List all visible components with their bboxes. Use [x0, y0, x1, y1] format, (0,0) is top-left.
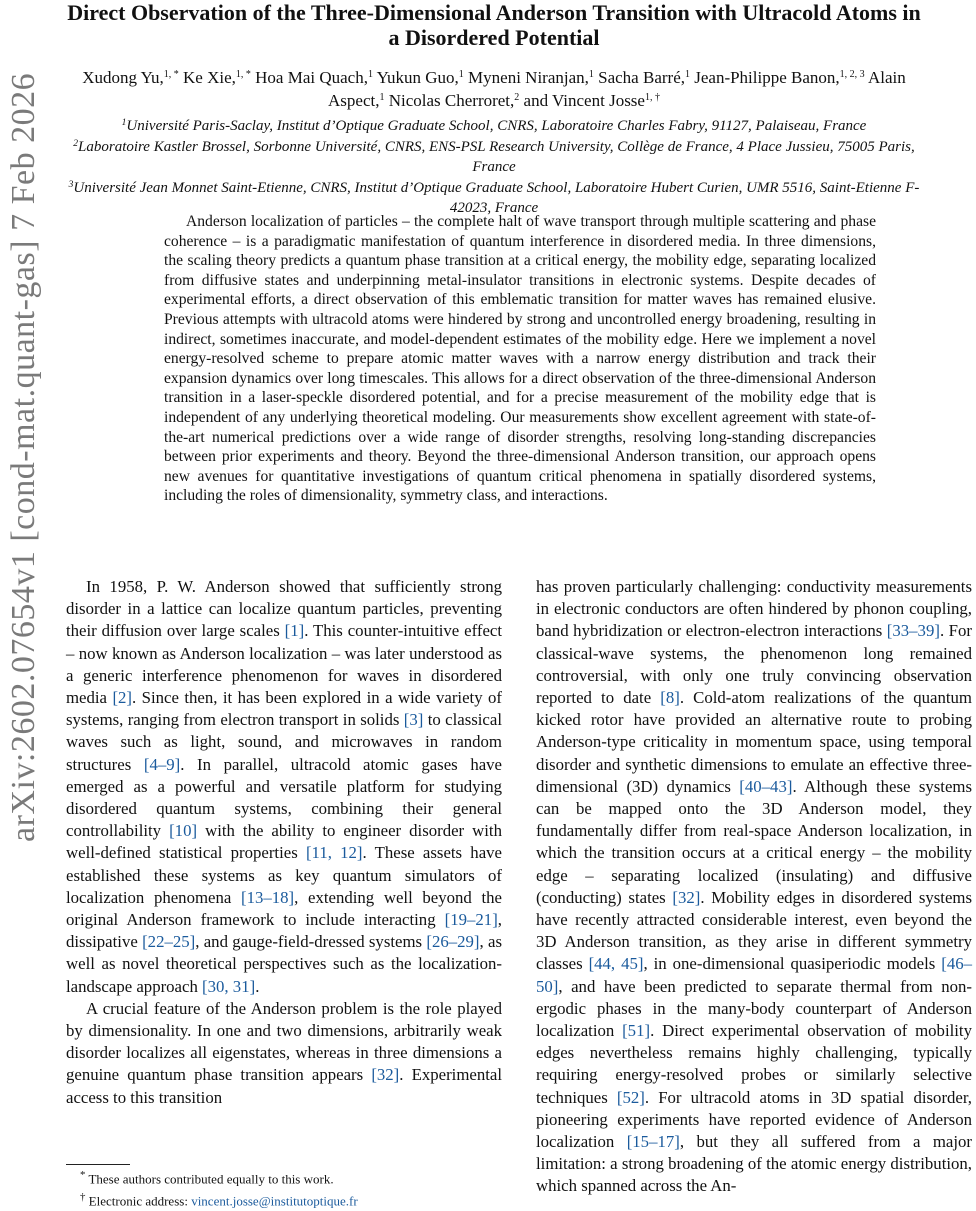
body-column-left: [66, 576, 502, 1109]
citation-link[interactable]: [44, 45]: [588, 954, 644, 974]
citation-link[interactable]: [32]: [672, 887, 701, 907]
citation-link[interactable]: [52]: [616, 1087, 645, 1107]
affiliation: $^2$Laboratoire Kastler Brossel, Sorbonne Université, CNRS, ENS-PSL Research University, Collège de France, 4 Place Jussieu, 75005 Paris, France: [73, 138, 915, 175]
citation-link[interactable]: [40–43]: [739, 776, 793, 796]
author: Alain Aspect,$^1$: [328, 68, 906, 110]
author-list: [72, 66, 916, 112]
citation-link[interactable]: [2]: [112, 688, 133, 708]
body-column-right: [536, 576, 972, 1198]
citation-link[interactable]: [11, 12]: [305, 843, 363, 863]
footnote-rule: [66, 1164, 130, 1165]
arxiv-identifier: arXiv:2602.07654v1 [cond-mat.quant-gas] 7 Feb 2026: [5, 72, 42, 842]
citation-link[interactable]: [46–50]: [536, 954, 973, 996]
citation-link[interactable]: [10]: [169, 821, 198, 841]
author: Hoa Mai Quach,$^1$: [255, 68, 373, 87]
author: Xudong Yu,$^{1, *}$: [82, 68, 179, 87]
paragraph: has proven particularly challenging: conductivity measurements in electronic conductors are often hindered by phonon coupling, band hybridization or electron-electron interactions [33–39]. For classical-wave systems, the phenomenon long remained controversial, with only one truly convincing observation reported to date [8]. Cold-atom realizations of the quantum kicked rotor have provided an alternative route to probing Anderson-type criticality in momentum space, using temporal disorder and synthetic dimensions to emulate an effective three-dimensional (3D) dynamics [40–43]. Although these systems can be mapped onto the 3D Anderson model, they fundamentally differ from real-space Anderson localization, in which the transition occurs at a critical energy – the mobility edge – separating localized (insulating) and diffusive (conducting) states [32]. Mobility edges in disordered systems have recently attracted considerable interest, even beyond the 3D Anderson transition, as they arise in different symmetry classes [44, 45], in one-dimensional quasiperiodic models [46–50], and have been predicted to separate thermal from non-ergodic phases in the many-body counterpart of Anderson localization [51]. Direct experimental observation of mobility edges nevertheless remains highly challenging, typically requiring energy-resolved probes or similarly selective techniques [52]. For ultracold atoms in 3D spatial disorder, pioneering experiments have reported evidence of Anderson localization [15–17], but they all suffered from a major limitation: a strong broadening of the atomic energy distribution, which spanned across the An-: [536, 577, 973, 1196]
email-link[interactable]: vincent.josse@institutoptique.fr: [191, 1193, 358, 1209]
citation-link[interactable]: [26–29]: [426, 932, 480, 952]
author: Nicolas Cherroret,$^2$: [388, 91, 520, 110]
footnote-equal-contribution: * These authors contributed equally to this work.: [80, 1169, 334, 1187]
footnote-email: † Electronic address: vincent.josse@institutoptique.fr: [80, 1191, 358, 1209]
citation-link[interactable]: [51]: [622, 1021, 651, 1041]
author: Ke Xie,$^{1, *}$: [183, 68, 251, 87]
author: Jean-Philippe Banon,$^{1, 2, 3}$: [694, 68, 865, 87]
citation-link[interactable]: [32]: [371, 1065, 400, 1085]
paragraph: A crucial feature of the Anderson problem is the role played by dimensionality. In one and two dimensions, arbitrarily weak disorder localizes all eigenstates, whereas in three dimensions a genuine quantum phase transition appears [32]. Experimental access to this transition: [66, 998, 502, 1107]
footnotes: [66, 1166, 502, 1211]
paragraph: In 1958, P. W. Anderson showed that sufficiently strong disorder in a lattice can localize quantum particles, preventing their diffusion over large scales [1]. This counter-intuitive effect – now known as Anderson localization – was later understood as a generic interference phenomenon for waves in disordered media [2]. Since then, it has been explored in a wide variety of systems, ranging from electron transport in solids [3] to classical waves such as light, sound, and microwaves in random structures [4–9]. In parallel, ultracold atomic gases have emerged as a powerful and versatile platform for studying disordered quantum systems, combining their general controllability [10] with the ability to engineer disorder with well-defined statistical properties [11, 12]. These assets have established these systems as key quantum simulators of localization phenomena [13–18], extending well beyond the original Anderson framework to include interacting [19–21], dissipative [22–25], and gauge-field-dressed systems [26–29], as well as novel theoretical perspectives such as the localization-landscape approach [30, 31].: [66, 577, 503, 996]
author: Yukun Guo,$^1$: [376, 68, 464, 87]
citation-link[interactable]: [3]: [403, 710, 424, 730]
author: and Vincent Josse$^{1, \dagger}$: [523, 91, 660, 110]
citation-link[interactable]: [22–25]: [142, 932, 196, 952]
citation-link[interactable]: [30, 31]: [202, 976, 256, 996]
citation-link[interactable]: [8]: [660, 688, 680, 708]
citation-link[interactable]: [33–39]: [886, 621, 940, 641]
affiliation: $^3$Université Jean Monnet Saint-Etienne, CNRS, Institut d’Optique Graduate School, Laboratoire Hubert Curien, UMR 5516, Saint-Etienne F-42023, France: [68, 179, 920, 216]
citation-link[interactable]: [4–9]: [143, 754, 181, 774]
citation-link[interactable]: [1]: [284, 621, 305, 641]
affiliation: $^1$Université Paris-Saclay, Institut d’Optique Graduate School, CNRS, Laboratoire Charles Fabry, 91127, Palaiseau, France: [121, 118, 867, 134]
affiliation-list: [60, 116, 928, 219]
author: Myneni Niranjan,$^1$: [468, 68, 594, 87]
abstract: Anderson localization of particles – the complete halt of wave transport through multiple scattering and phase coherence – is a paradigmatic manifestation of quantum interference in disordered media. In three dimensions, the scaling theory predicts a quantum phase transition at a critical energy, the mobility edge, separating localized from diffusive states and underpinning metal-insulator transitions in electronic systems. Despite decades of experimental efforts, a direct observation of this emblematic transition for matter waves has remained elusive. Previous attempts with ultracold atoms were hindered by strong and uncontrolled energy broadening, resulting in indirect, sometimes inaccurate, and model-dependent estimates of the mobility edge. Here we implement a novel energy-resolved scheme to prepare atomic matter waves with a narrow energy distribution and track their expansion dynamics over long timescales. This allows for a direct observation of the three-dimensional Anderson transition in a laser-speckle disordered potential, and for a precise measurement of the mobility edge that is independent of any underlying theoretical modeling. Our measurements show excellent agreement with state-of-the-art numerical predictions over a wide range of disorder strengths, resolving long-standing discrepancies between prior experiments and theory. Beyond the three-dimensional Anderson transition, our approach opens new avenues for quantitative investigations of quantum critical phenomena in spatially disordered systems, including the roles of dimensionality, symmetry class, and interactions.: [164, 213, 876, 505]
citation-link[interactable]: [13–18]: [240, 887, 295, 907]
citation-link[interactable]: [15–17]: [626, 1132, 680, 1152]
paper-title: Direct Observation of the Three-Dimensional Anderson Transition with Ultracold Atoms in a Disordered Potential: [67, 0, 921, 50]
citation-link[interactable]: [19–21]: [444, 910, 498, 930]
author: Sacha Barré,$^1$: [598, 68, 690, 87]
